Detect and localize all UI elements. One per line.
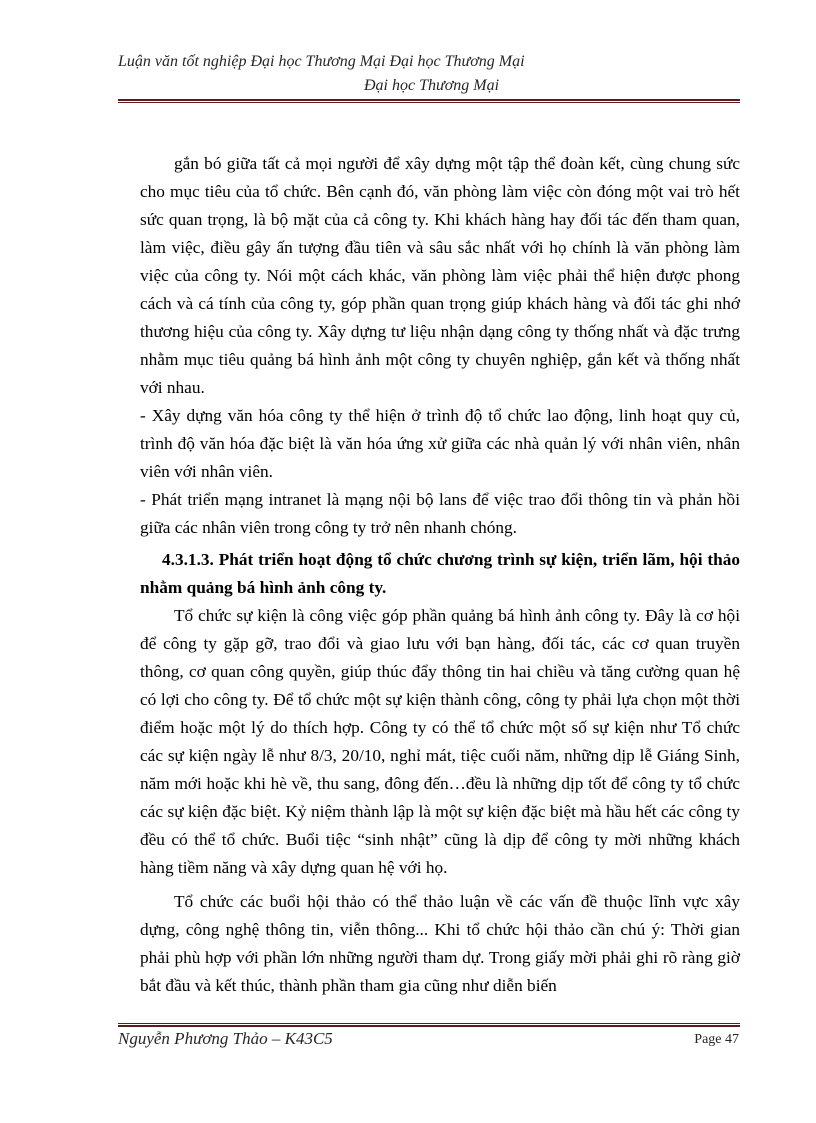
footer-divider (118, 1023, 740, 1027)
page-body (140, 150, 740, 1000)
page-number: Page 47 (694, 1032, 739, 1047)
bullet-intranet: - Phát triển mạng intranet là mạng nội bộ lans để việc trao đổi thông tin và phản hồi giữa các nhân viên trong công ty trở nên nhanh chóng. (140, 490, 740, 537)
paragraph-office: gắn bó giữa tất cả mọi người để xây dựng một tập thể đoàn kết, cùng chung sức cho mục tiêu của tổ chức. Bên cạnh đó, văn phòng làm việc còn đóng một vai trò hết sức quan trọng, là bộ mặt của cả công ty. Khi khách hàng hay đối tác đến tham quan, làm việc, điều gây ấn tượng đầu tiên và sâu sắc nhất với họ chính là văn phòng làm việc của công ty. Nói một cách khác, văn phòng làm việc phải thể hiện được phong cách và cá tính của công ty, góp phần quan trọng giúp khách hàng và đối tác ghi nhớ thương hiệu của công ty. Xây dựng tư liệu nhận dạng công ty thống nhất và đặc trưng nhằm mục tiêu quảng bá hình ảnh một công ty chuyên nghiệp, gắn kết và thống nhất với nhau. (140, 154, 740, 397)
header-line-1: Luận văn tốt nghiệp Đại học Thương Mại Đại học Thương Mại (118, 53, 525, 70)
bullet-culture: - Xây dựng văn hóa công ty thể hiện ở trình độ tổ chức lao động, linh hoạt quy củ, trình độ văn hóa đặc biệt là văn hóa ứng xử giữa các nhà quản lý với nhân viên, nhân viên với nhân viên. (140, 406, 740, 481)
footer-author: Nguyễn Phương Thảo – K43C5 (118, 1029, 333, 1048)
header-divider (118, 99, 740, 103)
page-header (118, 50, 743, 98)
paragraph-events: Tổ chức sự kiện là công việc góp phần quảng bá hình ảnh công ty. Đây là cơ hội để công ty gặp gỡ, trao đổi và giao lưu với bạn hàng, đối tác, các cơ quan truyền thông, cơ quan công quyền, giúp thúc đẩy thông tin hai chiều và tăng cường quan hệ có lợi cho công ty. Để tổ chức một sự kiện thành công, công ty phải lựa chọn một thời điểm hoặc một lý do thích hợp. Công ty có thể tổ chức một số sự kiện như Tổ chức các sự kiện ngày lễ như 8/3, 20/10, nghỉ mát, tiệc cuối năm, những dịp lễ Giáng Sinh, năm mới hoặc khi hè về, thu sang, đông đến…đều là những dịp tốt để công ty tổ chức các sự kiện đặc biệt. Kỷ niệm thành lập là một sự kiện đặc biệt mà hầu hết các công ty đều có thể tổ chức. Buổi tiệc “sinh nhật” cũng là dịp để công ty mời những khách hàng tiềm năng và xây dựng quan hệ với họ. (140, 606, 740, 877)
header-line-2: Đại học Thương Mại (364, 77, 500, 94)
paragraph-seminars: Tổ chức các buổi hội thảo có thể thảo luận về các vấn đề thuộc lĩnh vực xây dựng, công nghệ thông tin, viễn thông... Khi tổ chức hội thảo cần chú ý: Thời gian phải phù hợp với phần lớn những người tham dự. Trong giấy mời phải ghi rõ ràng giờ bắt đầu và kết thúc, thành phần tham gia cũng như diễn biến (140, 892, 740, 995)
section-heading: 4.3.1.3. Phát triển hoạt động tổ chức chương trình sự kiện, triển lãm, hội thảo nhằm quảng bá hình ảnh công ty. (140, 550, 740, 597)
